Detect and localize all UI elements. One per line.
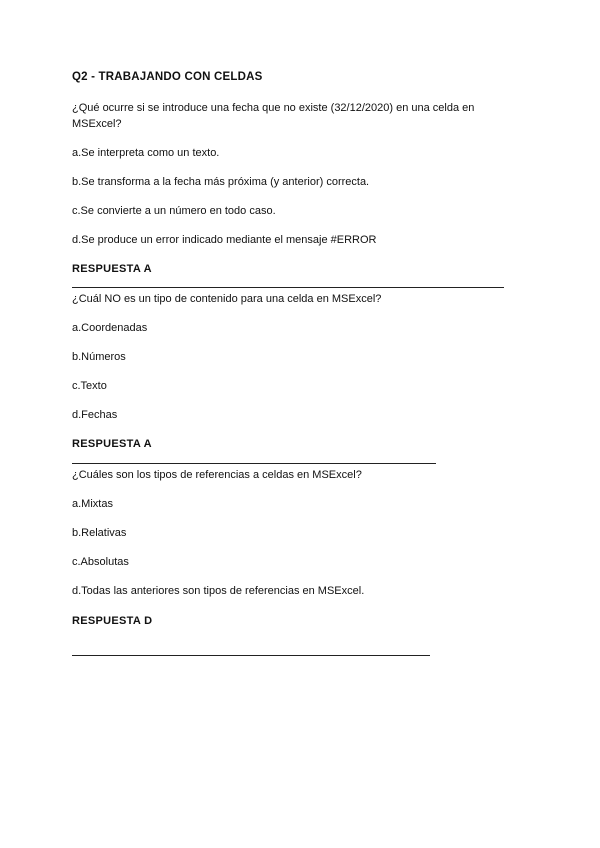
question-1-answer: RESPUESTA A [72, 263, 152, 275]
question-2-divider [72, 463, 436, 464]
question-2-option-d: d.Fechas [72, 409, 118, 421]
question-2-option-b: b.Números [72, 351, 126, 363]
question-1-option-d: d.Se produce un error indicado mediante el mensaje #ERROR [72, 234, 377, 246]
question-1-prompt-line-2: MSExcel? [72, 118, 122, 130]
question-3-option-b: b.Relativas [72, 527, 127, 539]
question-2-option-a: a.Coordenadas [72, 322, 148, 334]
question-3-option-c: c.Absolutas [72, 556, 129, 568]
question-1-option-a: a.Se interpreta como un texto. [72, 147, 220, 159]
question-3-option-d: d.Todas las anteriores son tipos de referencias en MSExcel. [72, 585, 365, 597]
question-2-prompt: ¿Cuál NO es un tipo de contenido para una celda en MSExcel? [72, 293, 382, 305]
page-title: Q2 - TRABAJANDO CON CELDAS [72, 71, 263, 83]
question-3-option-a: a.Mixtas [72, 498, 113, 510]
question-1-option-c: c.Se convierte a un número en todo caso. [72, 205, 276, 217]
question-3-divider [72, 655, 430, 656]
question-1-option-b: b.Se transforma a la fecha más próxima (y anterior) correcta. [72, 176, 370, 188]
question-3-prompt: ¿Cuáles son los tipos de referencias a celdas en MSExcel? [72, 469, 362, 481]
question-1-prompt-line-1: ¿Qué ocurre si se introduce una fecha que no existe (32/12/2020) en una celda en [72, 102, 475, 114]
question-3-answer: RESPUESTA D [72, 615, 153, 627]
question-1-divider [72, 287, 504, 288]
question-2-option-c: c.Texto [72, 380, 107, 392]
question-2-answer: RESPUESTA A [72, 438, 152, 450]
